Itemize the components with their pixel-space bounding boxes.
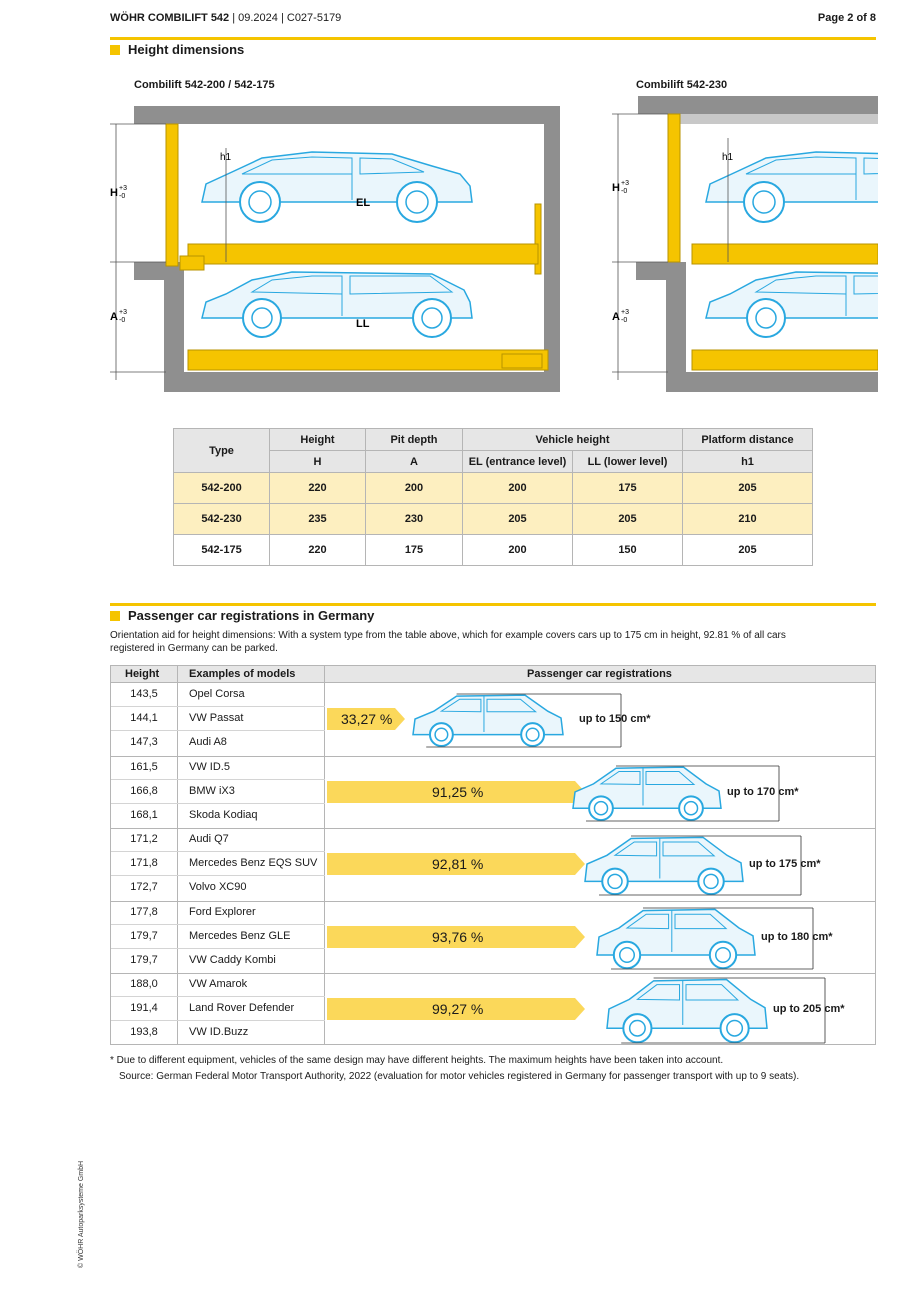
cell-type: 542-200 [174, 473, 270, 504]
diagram-right [612, 96, 878, 392]
registrations-intro: Orientation aid for height dimensions: With a system type from the table above, which for example covers cars up to 175 cm in height, 92.81 % of all cars registered in Germany can be parked. [110, 630, 786, 654]
footnote [110, 1053, 799, 1085]
row-model: Skoda Kodiaq [189, 808, 258, 821]
cell-EL: 200 [463, 535, 573, 566]
row-height: 191,4 [130, 1002, 158, 1014]
pit-floor-right [666, 372, 878, 392]
lower-platform-right [692, 350, 878, 370]
group-divider [111, 756, 875, 757]
row-model: VW ID.Buzz [189, 1026, 249, 1038]
table-row [111, 901, 325, 925]
tol-minus: -0 [621, 317, 628, 324]
tol-minus: -0 [119, 317, 126, 324]
table-row [111, 756, 325, 780]
header-brand: WÖHR COMBILIFT 542 [110, 12, 230, 24]
h1-label-right: h1 [722, 152, 734, 163]
percent-arrow [327, 998, 585, 1020]
height-limit-label: up to 205 cm* [773, 1003, 845, 1015]
table-row [111, 1021, 325, 1045]
th-platform-sub: h1 [683, 451, 813, 473]
row-height: 193,8 [130, 1026, 158, 1038]
row-model: Mercedes Benz GLE [189, 929, 291, 942]
table-row [174, 535, 813, 566]
cell-h1: 205 [683, 535, 813, 566]
upper-platform-left [188, 244, 538, 264]
col-models: Examples of models [189, 668, 296, 680]
tol-minus: -0 [621, 188, 628, 195]
registrations-title-text: Passenger car registrations in Germany [128, 608, 375, 623]
height-diagram [108, 96, 878, 396]
cell-h1: 210 [683, 504, 813, 535]
page-header [110, 12, 876, 28]
row-model: Volvo XC90 [189, 881, 247, 893]
row-height: 172,7 [130, 881, 158, 893]
row-model: VW ID.5 [189, 760, 230, 773]
cell-type: 542-175 [174, 535, 270, 566]
table-row [111, 780, 325, 804]
tol-plus: +3 [621, 180, 629, 187]
percent-label: 92,81 % [432, 856, 484, 872]
th-height-sub: H [270, 451, 366, 473]
diagram-left-caption: Combilift 542-200 / 542-175 [134, 79, 275, 91]
cell-type: 542-230 [174, 504, 270, 535]
height-limit-label: up to 175 cm* [749, 858, 821, 870]
row-height: 161,5 [130, 760, 158, 773]
cell-LL: 175 [573, 473, 683, 504]
table-row [111, 876, 325, 900]
lower-platform-left [188, 350, 548, 370]
row-model: VW Amarok [189, 978, 248, 990]
percent-arrow [327, 853, 585, 875]
table-row [111, 973, 325, 997]
table-row [111, 707, 325, 731]
table-row [111, 852, 325, 876]
registrations-table [110, 665, 876, 1045]
percent-arrow [327, 708, 405, 730]
cell-A: 230 [366, 504, 463, 535]
th-pit-sub: A [366, 451, 463, 473]
col-height: Height [125, 668, 160, 680]
page-number: Page 2 of 8 [817, 12, 876, 24]
row-model: VW Caddy Kombi [189, 953, 276, 966]
table-row [111, 828, 325, 852]
table-row [174, 473, 813, 504]
cell-EL: 200 [463, 473, 573, 504]
row-model: Audi A8 [189, 736, 227, 748]
group-divider [111, 828, 875, 829]
upper-platform-right [692, 244, 878, 264]
A-label-right: A [612, 311, 620, 323]
row-height: 166,8 [130, 784, 158, 797]
el-label: EL [356, 197, 371, 209]
lift-post-right [668, 114, 680, 262]
H-label-right: H [612, 182, 620, 194]
h1-label-left: h1 [220, 152, 232, 163]
header-left [110, 12, 341, 24]
table-row [174, 504, 813, 535]
table-row [111, 949, 325, 973]
cell-A: 175 [366, 535, 463, 566]
table-row [111, 997, 325, 1021]
registrations-header [111, 666, 875, 683]
table-row [111, 925, 325, 949]
th-platform: Platform distance [683, 429, 813, 451]
col-registrations: Passenger car registrations [527, 668, 672, 680]
cell-LL: 205 [573, 504, 683, 535]
row-height: 171,2 [130, 833, 158, 845]
tol-plus: +3 [621, 309, 629, 316]
row-height: 177,8 [130, 905, 158, 918]
table-row [111, 804, 325, 828]
lift-post-left [166, 124, 178, 266]
cell-EL: 205 [463, 504, 573, 535]
cell-h1: 205 [683, 473, 813, 504]
th-height: Height [270, 429, 366, 451]
cell-A: 200 [366, 473, 463, 504]
row-height: 144,1 [130, 712, 158, 724]
height-diagram-svg [108, 96, 878, 396]
copyright: © WÖHR Autoparksysteme GmbH [78, 1160, 85, 1268]
ll-label: LL [356, 318, 370, 330]
percent-arrow [327, 781, 585, 803]
row-model: BMW iX3 [189, 784, 235, 797]
row-height: 143,5 [130, 688, 158, 700]
row-model: Opel Corsa [189, 688, 245, 700]
ceiling-slab-left [134, 106, 560, 124]
row-model: Ford Explorer [189, 905, 256, 918]
row-model: Mercedes Benz EQS SUV [189, 857, 318, 869]
section-rule [110, 603, 876, 606]
row-height: 147,3 [130, 736, 158, 748]
th-pit: Pit depth [366, 429, 463, 451]
section-marker-icon [110, 611, 120, 621]
cell-H: 220 [270, 473, 366, 504]
row-model: Audi Q7 [189, 833, 229, 845]
cell-H: 235 [270, 504, 366, 535]
height-dimensions-title [110, 42, 244, 57]
th-ll: LL (lower level) [573, 451, 683, 473]
header-rule [110, 37, 876, 40]
section-marker-icon [110, 45, 120, 55]
registrations-title [110, 608, 374, 623]
th-vehicle: Vehicle height [463, 429, 683, 451]
row-height: 168,1 [130, 808, 158, 821]
source-text: Source: German Federal Motor Transport Authority, 2022 (evaluation for motor vehicles registered in Germany for passenger transport with up to 9 seats). [119, 1071, 800, 1082]
row-height: 188,0 [130, 978, 158, 990]
A-label-left: A [110, 311, 118, 323]
height-limit-label: up to 180 cm* [761, 930, 833, 943]
row-height: 179,7 [130, 953, 158, 966]
percent-label: 33,27 % [341, 711, 393, 727]
table-row [111, 683, 325, 707]
table-row [111, 731, 325, 755]
tol-plus: +3 [119, 185, 127, 192]
group-divider [111, 973, 875, 974]
height-limit-label: up to 150 cm* [579, 713, 651, 725]
car-lower-right [706, 272, 878, 337]
row-model: VW Passat [189, 712, 244, 724]
tol-plus: +3 [119, 309, 127, 316]
diagram-left [110, 106, 560, 392]
group-divider [111, 901, 875, 902]
percent-label: 99,27 % [432, 1001, 484, 1017]
cell-H: 220 [270, 535, 366, 566]
pit-floor-left [164, 372, 560, 392]
header-meta: | 09.2024 | C027-5179 [229, 12, 342, 24]
height-limit-label: up to 170 cm* [727, 785, 799, 798]
ceiling-slab-right [638, 96, 878, 114]
height-dimensions-title-text: Height dimensions [128, 42, 245, 57]
row-model: Land Rover Defender [189, 1002, 295, 1014]
H-label-left: H [110, 187, 118, 199]
tol-minus: -0 [119, 193, 126, 200]
height-dimensions-table [173, 428, 813, 566]
th-el: EL (entrance level) [463, 451, 573, 473]
percent-label: 93,76 % [432, 928, 484, 945]
th-type: Type [174, 429, 270, 473]
percent-arrow [327, 926, 585, 948]
cell-LL: 150 [573, 535, 683, 566]
percent-label: 91,25 % [432, 783, 484, 800]
diagram-right-caption: Combilift 542-230 [636, 79, 728, 91]
row-height: 171,8 [130, 857, 158, 869]
row-height: 179,7 [130, 929, 158, 942]
footnote-text: * Due to different equipment, vehicles of the same design may have different heights. The maximum heights have been taken into account. [110, 1055, 724, 1066]
